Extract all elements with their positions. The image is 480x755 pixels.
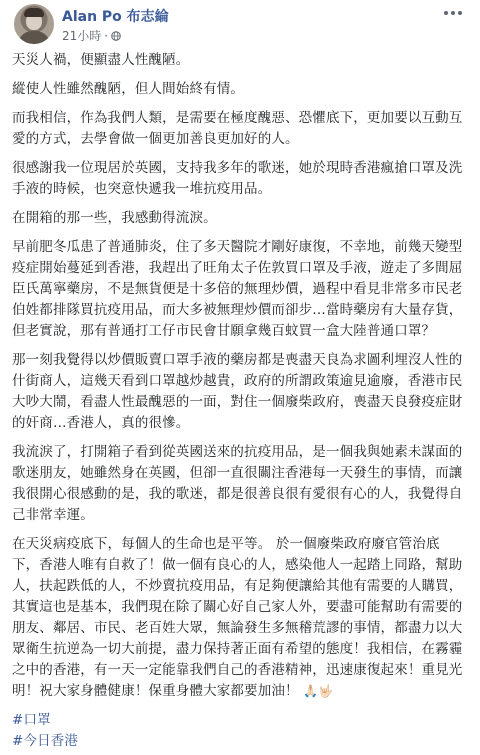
post-paragraph-final: [12, 534, 466, 702]
post-header: [12, 0, 466, 48]
more-options-icon[interactable]: [440, 4, 466, 22]
post-paragraph-text: 在天災病疫底下，每個人的生命也是平等。 於一個廢柴政府廢官管治底下，香港人唯有自救了！做一個有良心的人，感染他人一起踏上同路，幫助人，扶起跌低的人，不炒賣抗疫用品，有足夠便讓給其他有需要的人購買， 其實這也是基本，我們現在除了關心好自己家人外，要盡可能幫助有需要的朋友、鄰居、市民、老百姓大眾，無論發生多無稽荒謬的事情，都盡力以大眾衛生抗逆為一切大前提，盡力保持著正面有希望的態度！我相信，在霧霾之中的香港，有一天一定能靠我們自己的香港精神，迅速康復起來！重見光明！祝大家身體健康！保重身體大家都要加油！: [12, 536, 463, 699]
post-timestamp[interactable]: 21小時: [62, 29, 102, 43]
post-paragraph: 天災人禍，便顯盡人性醜陋。: [12, 52, 190, 68]
author-name[interactable]: Alan Po 布志綸: [62, 9, 169, 25]
post-paragraph: 那一刻我覺得以炒價販賣口罩手液的藥房都是喪盡天良為求圖利埋沒人性的什街商人，這幾天看到口罩越炒越貴，政府的所謂政策逾見逾廢，香港市民大吵大鬧，看盡人性最醜惡的一面，對住一個廢柴政府，喪盡天良發疫症財的奸商…香港人，真的很慘。: [12, 352, 463, 431]
post-paragraph: 早前肥冬瓜患了普通肺炎，住了多天醫院才剛好康復，不幸地，前幾天變型疫症開始蔓延到香港，我趕出了旺角太子佐敦買口罩及手液，遊走了多間屈臣氏萬寧藥房，不是無貨便是十多倍的無理炒價，過程中看見非常多市民老伯姓都排隊買抗疫用品，而大多被無理炒價而卻步…當時藥房有大量存貨，但老實說，那有普通打工仔市民會甘願拿幾百蚊買一盒大陸普通口罩？: [12, 239, 463, 339]
author-avatar[interactable]: [14, 4, 54, 44]
globe-icon[interactable]: [111, 31, 121, 41]
post-meta: [62, 27, 121, 44]
post-paragraph: 而我相信，作為我們人類，是需要在極度醜惡、恐懼底下，更加要以互動互愛的方式，去學會做一個更加善良更加好的人。: [12, 110, 463, 147]
meta-separator: ·: [104, 28, 109, 43]
post-paragraph: 我流淚了，打開箱子看到從英國送來的抗疫用品，是一個我與她素未謀面的歌迷朋友，她雖然身在英國，但卻一直很關注香港每一天發生的事情，而讓我很開心很感動的是，我的歌迷，都是很善良很有愛很有心的人，我覺得自己非常幸運。: [12, 444, 463, 523]
hashtag-link[interactable]: #今日香港: [12, 733, 79, 749]
post-body: [12, 48, 466, 752]
hashtag-link[interactable]: #口罩: [12, 712, 51, 728]
post-paragraph: 縱使人性雖然醜陋，但人間始終有情。: [12, 81, 245, 97]
closing-emoji: 🙏🏻🤟🏻: [303, 684, 334, 698]
post-paragraph: 很感謝我一位現居於英國，支持我多年的歌迷，她於現時香港瘋搶口罩及洗手液的時候，也突意快遞我一堆抗疫用品。: [12, 160, 463, 197]
post-paragraph: 在開箱的那一些，我感動得流淚。: [12, 210, 217, 226]
